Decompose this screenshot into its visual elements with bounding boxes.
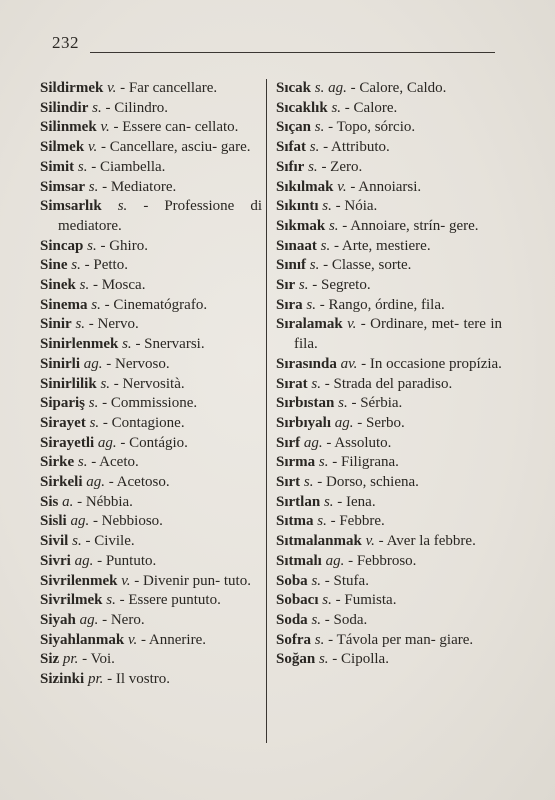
entry-definition: - Cipolla. <box>332 651 389 668</box>
dictionary-entry <box>276 99 502 119</box>
dictionary-entry <box>276 197 502 217</box>
entry-headword: Sırat <box>276 375 308 392</box>
entry-definition: - Arte, mestiere. <box>333 237 431 254</box>
entry-headword: Sıralamak <box>276 316 343 333</box>
dictionary-entry <box>276 276 502 296</box>
entry-headword: Siyah <box>40 611 76 628</box>
dictionary-entry <box>40 256 262 276</box>
entry-part-of-speech: s. <box>77 454 88 471</box>
entry-definition: - Nervoso. <box>106 355 170 372</box>
entry-part-of-speech: ag. <box>70 513 90 530</box>
entry-definition: - Filigrana. <box>332 454 399 471</box>
entry-headword: Simsar <box>40 178 85 195</box>
entry-definition: - Essere puntuto. <box>119 592 221 609</box>
entry-headword: Sizinki <box>40 671 85 688</box>
dictionary-entry <box>40 375 262 395</box>
dictionary-entry <box>276 158 502 178</box>
entry-headword: Sırma <box>276 454 316 471</box>
entry-part-of-speech: v. <box>87 139 98 156</box>
entry-headword: Sıkmak <box>276 217 326 234</box>
dictionary-entry <box>40 453 262 473</box>
dictionary-entry <box>40 493 262 513</box>
entry-part-of-speech: s. <box>117 198 128 215</box>
entry-definition: - Il vostro. <box>107 671 171 688</box>
dictionary-entry <box>40 138 262 158</box>
entry-headword: Sirke <box>40 454 75 471</box>
entry-definition: - Voi. <box>82 651 115 668</box>
dictionary-entry <box>276 650 502 670</box>
entry-part-of-speech: s. <box>318 651 329 668</box>
right-column <box>276 79 502 670</box>
dictionary-entry <box>276 296 502 316</box>
entry-definition: - Mosca. <box>92 277 146 294</box>
entry-part-of-speech: s. <box>87 237 97 254</box>
entry-definition: - Annerire. <box>141 631 206 648</box>
dictionary-entry <box>276 394 502 414</box>
entry-headword: Soba <box>276 572 308 589</box>
entry-definition: - Sérbia. <box>351 395 403 412</box>
entry-definition: - Cilindro. <box>105 99 168 116</box>
column-divider <box>266 79 267 743</box>
entry-part-of-speech: s. <box>322 198 332 215</box>
entry-part-of-speech: a. <box>62 493 74 510</box>
entry-definition: - Cancellare, asciu- gare. <box>100 139 251 156</box>
page-number: 232 <box>52 33 79 52</box>
entry-part-of-speech: v. <box>337 178 347 195</box>
entry-part-of-speech: s. <box>298 277 309 294</box>
entry-headword: Sınaat <box>276 237 317 254</box>
entry-part-of-speech: ag. <box>97 434 117 451</box>
entry-definition: - Attributo. <box>323 139 390 156</box>
dictionary-entry <box>276 79 502 99</box>
entry-headword: Sıfat <box>276 139 306 156</box>
entry-definition: - Stufa. <box>324 572 369 589</box>
entry-part-of-speech: v. <box>107 80 117 96</box>
entry-definition: - Nóia. <box>335 198 378 215</box>
left-column <box>40 79 262 690</box>
entry-headword: Sinirlenmek <box>40 336 119 353</box>
dictionary-entry <box>276 552 502 572</box>
entry-definition: - Classe, sorte. <box>323 257 412 274</box>
dictionary-entry <box>40 394 262 414</box>
dictionary-entry <box>40 237 262 257</box>
entry-part-of-speech: s. <box>317 513 327 530</box>
header-rule <box>90 52 495 53</box>
entry-part-of-speech: s. <box>92 99 102 116</box>
entry-part-of-speech: s. <box>106 592 116 609</box>
dictionary-entry <box>276 493 502 513</box>
dictionary-entry <box>40 670 262 690</box>
dictionary-entry <box>276 178 502 198</box>
entry-headword: Sıcak <box>276 80 312 96</box>
dictionary-entry <box>40 79 262 99</box>
dictionary-entry <box>40 276 262 296</box>
entry-part-of-speech: s. <box>75 316 86 333</box>
entry-part-of-speech: s. <box>322 592 332 609</box>
entry-headword: Sipariş <box>40 395 86 412</box>
dictionary-entry <box>40 158 262 178</box>
entry-definition: - Ordinare, met- tere in fila. <box>294 316 503 353</box>
entry-part-of-speech: v. <box>121 572 131 589</box>
dictionary-entry <box>40 611 262 631</box>
dictionary-entry <box>276 414 502 434</box>
dictionary-entry <box>276 217 502 237</box>
entry-headword: Sıkılmak <box>276 178 334 195</box>
entry-definition: - Nero. <box>102 611 145 628</box>
entry-part-of-speech: s. <box>71 257 81 274</box>
dictionary-entry <box>276 237 502 257</box>
entry-headword: Soda <box>276 611 308 628</box>
entry-headword: Silindir <box>40 99 89 116</box>
entry-headword: Sincap <box>40 237 84 254</box>
dictionary-entry <box>276 315 502 354</box>
dictionary-entry <box>276 434 502 454</box>
entry-definition: - Annoiarsi. <box>350 178 422 195</box>
entry-definition: - Zero. <box>321 158 363 175</box>
entry-definition: - Nebbioso. <box>92 513 163 530</box>
entry-headword: Sırf <box>276 434 301 451</box>
entry-part-of-speech: s. <box>91 296 101 313</box>
entry-part-of-speech: s. <box>122 336 132 353</box>
entry-definition: - Calore. <box>344 99 398 116</box>
entry-part-of-speech: s. <box>89 414 100 431</box>
entry-headword: Sinek <box>40 277 76 294</box>
entry-headword: Sır <box>276 277 296 294</box>
dictionary-entry <box>40 591 262 611</box>
dictionary-entry <box>276 532 502 552</box>
entry-headword: Sinirli <box>40 355 81 372</box>
entry-definition: - Calore, Caldo. <box>350 80 447 96</box>
entry-headword: Sis <box>40 493 59 510</box>
dictionary-entry <box>276 572 502 592</box>
entry-part-of-speech: ag. <box>86 474 106 491</box>
entry-definition: - Iena. <box>337 493 376 510</box>
dictionary-entry <box>40 512 262 532</box>
entry-headword: Siz <box>40 651 60 668</box>
entry-definition: - Divenir pun- tuto. <box>134 572 251 589</box>
entry-headword: Sıcaklık <box>276 99 328 116</box>
entry-definition: - Mediatore. <box>102 178 177 195</box>
entry-definition: - Snervarsi. <box>135 336 205 353</box>
entry-definition: - Ghiro. <box>100 237 148 254</box>
entry-definition: - Febbroso. <box>348 552 417 569</box>
entry-definition: - Febbre. <box>330 513 385 530</box>
dictionary-entry <box>40 650 262 670</box>
entry-definition: - Segreto. <box>312 277 371 294</box>
dictionary-entry <box>40 572 262 592</box>
entry-headword: Sobacı <box>276 592 319 609</box>
entry-part-of-speech: s. <box>79 277 90 294</box>
entry-part-of-speech: ag. <box>74 552 94 569</box>
entry-part-of-speech: s. <box>311 611 322 628</box>
entry-definition: - Acetoso. <box>108 474 170 491</box>
entry-definition: - Serbo. <box>357 414 405 431</box>
entry-headword: Sine <box>40 257 68 274</box>
dictionary-entry <box>40 473 262 493</box>
entry-headword: Sinir <box>40 316 72 333</box>
entry-definition: - Commissione. <box>102 395 198 412</box>
entry-part-of-speech: s. <box>311 572 322 589</box>
dictionary-entry <box>276 118 502 138</box>
entry-part-of-speech: av. <box>340 355 358 372</box>
entry-headword: Sıkıntı <box>276 198 319 215</box>
entry-part-of-speech: s. <box>331 99 342 116</box>
dictionary-entry <box>276 375 502 395</box>
entry-definition: - Annoiare, strín- gere. <box>342 217 479 234</box>
entry-part-of-speech: pr. <box>87 671 104 688</box>
entry-headword: Sıtma <box>276 513 314 530</box>
dictionary-entry <box>276 512 502 532</box>
entry-part-of-speech: pr. <box>62 651 79 668</box>
entry-part-of-speech: ag. <box>325 552 345 569</box>
entry-definition: - Civile. <box>85 533 135 550</box>
entry-part-of-speech: v. <box>100 119 110 136</box>
entry-definition: - Puntuto. <box>97 552 157 569</box>
entry-headword: Sıtmalanmak <box>276 533 362 550</box>
entry-definition: - Távola per man- giare. <box>328 631 474 648</box>
entry-part-of-speech: s. <box>77 158 88 175</box>
entry-definition: - Aver la febbre. <box>378 533 476 550</box>
entry-headword: Sınıf <box>276 257 307 274</box>
entry-definition: - Contágio. <box>120 434 188 451</box>
entry-definition: - Assoluto. <box>326 434 392 451</box>
entry-headword: Sildirmek <box>40 80 104 96</box>
entry-headword: Sırtlan <box>276 493 321 510</box>
entry-headword: Sirayetli <box>40 434 95 451</box>
dictionary-entry <box>276 473 502 493</box>
dictionary-entry <box>40 178 262 198</box>
entry-headword: Soğan <box>276 651 316 668</box>
dictionary-entry <box>276 631 502 651</box>
dictionary-entry <box>276 453 502 473</box>
entry-definition: - Nervosità. <box>113 375 185 392</box>
entry-headword: Silmek <box>40 139 85 156</box>
entry-definition: - Professione di mediatore. <box>58 198 262 234</box>
entry-headword: Sıçan <box>276 119 312 136</box>
entry-definition: - Dorso, schiena. <box>317 474 419 491</box>
entry-part-of-speech: s. <box>320 237 331 254</box>
entry-definition: - Fumista. <box>335 592 397 609</box>
entry-headword: Simit <box>40 158 75 175</box>
entry-part-of-speech: v. <box>365 533 375 550</box>
dictionary-entry <box>40 99 262 119</box>
entry-headword: Silinmek <box>40 119 97 136</box>
entry-headword: Sofra <box>276 631 311 648</box>
dictionary-entry <box>40 118 262 138</box>
entry-part-of-speech: ag. <box>334 414 354 431</box>
dictionary-entry <box>40 552 262 572</box>
entry-headword: Sırbıyalı <box>276 414 332 431</box>
dictionary-entry <box>40 197 262 236</box>
entry-part-of-speech: s. <box>314 631 325 648</box>
entry-headword: Sıtmalı <box>276 552 322 569</box>
entry-headword: Sivrilenmek <box>40 572 118 589</box>
entry-headword: Sivrilmek <box>40 592 103 609</box>
entry-definition: - Topo, sórcio. <box>328 119 416 136</box>
entry-headword: Siyahlanmak <box>40 631 125 648</box>
entry-headword: Sirkeli <box>40 474 83 491</box>
entry-part-of-speech: v. <box>127 631 138 648</box>
entry-part-of-speech: s. <box>309 139 320 156</box>
entry-headword: Sırt <box>276 474 301 491</box>
entry-headword: Sırbıstan <box>276 395 335 412</box>
entry-part-of-speech: ag. <box>83 355 103 372</box>
dictionary-entry <box>40 296 262 316</box>
entry-definition: - Cinematógrafo. <box>104 296 208 313</box>
entry-headword: Sirayet <box>40 414 86 431</box>
entry-part-of-speech: v. <box>347 316 357 333</box>
entry-part-of-speech: ag. <box>303 434 323 451</box>
dictionary-entry <box>276 138 502 158</box>
entry-headword: Sinema <box>40 296 88 313</box>
entry-part-of-speech: s. ag. <box>314 80 347 96</box>
entry-definition: - Contagione. <box>102 414 185 431</box>
entry-definition: - Essere can- cellato. <box>113 119 239 136</box>
dictionary-entry <box>40 335 262 355</box>
entry-part-of-speech: s. <box>318 454 329 471</box>
dictionary-entry <box>276 256 502 276</box>
entry-headword: Sivri <box>40 552 71 569</box>
entry-part-of-speech: s. <box>309 257 320 274</box>
entry-definition: - Strada del paradiso. <box>324 375 453 392</box>
entry-headword: Sırasında <box>276 355 337 372</box>
entry-definition: - Nébbia. <box>77 493 133 510</box>
entry-definition: - Rango, órdine, fila. <box>319 296 445 313</box>
entry-part-of-speech: s. <box>323 493 334 510</box>
entry-part-of-speech: s. <box>314 119 325 136</box>
dictionary-entry <box>40 414 262 434</box>
entry-part-of-speech: s. <box>328 217 339 234</box>
entry-headword: Sivil <box>40 533 69 550</box>
dictionary-entry <box>276 355 502 375</box>
dictionary-entry <box>40 315 262 335</box>
entry-part-of-speech: s. <box>100 375 111 392</box>
entry-part-of-speech: s. <box>311 375 322 392</box>
dictionary-entry <box>40 631 262 651</box>
entry-part-of-speech: s. <box>88 178 99 195</box>
entry-definition: - Aceto. <box>91 454 139 471</box>
entry-headword: Sinirlilik <box>40 375 97 392</box>
dictionary-entry <box>40 532 262 552</box>
entry-headword: Simsarlık <box>40 198 102 215</box>
entry-definition: - Nervo. <box>88 316 139 333</box>
entry-definition: - Petto. <box>84 257 128 274</box>
dictionary-entry <box>276 611 502 631</box>
entry-part-of-speech: ag. <box>79 611 99 628</box>
entry-headword: Sıfır <box>276 158 305 175</box>
entry-part-of-speech: s. <box>72 533 82 550</box>
dictionary-entry <box>40 355 262 375</box>
dictionary-entry <box>40 434 262 454</box>
entry-headword: Sisli <box>40 513 67 530</box>
entry-part-of-speech: s. <box>88 395 99 412</box>
entry-definition: - In occasione propízia. <box>361 355 502 372</box>
entry-part-of-speech: s. <box>338 395 348 412</box>
entry-headword: Sıra <box>276 296 303 313</box>
entry-definition: - Far cancellare. <box>120 80 218 96</box>
entry-part-of-speech: s. <box>308 158 318 175</box>
entry-definition: - Soda. <box>324 611 368 628</box>
entry-part-of-speech: s. <box>306 296 317 313</box>
entry-part-of-speech: s. <box>303 474 314 491</box>
dictionary-entry <box>276 591 502 611</box>
entry-definition: - Ciambella. <box>91 158 166 175</box>
